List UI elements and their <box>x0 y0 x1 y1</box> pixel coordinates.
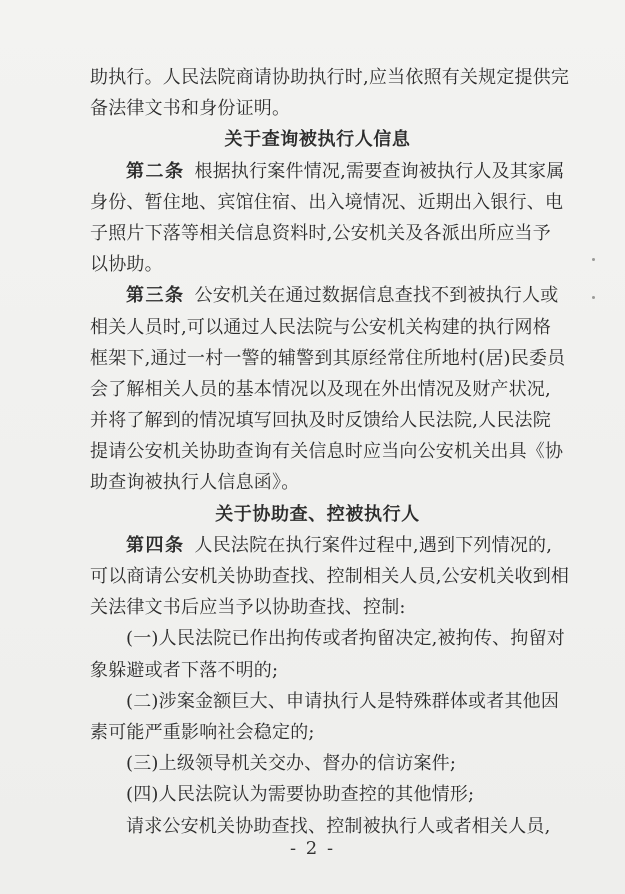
indented-paragraph-line: 请求公安机关协助查找、控制被执行人或者相关人员, <box>126 815 551 837</box>
body-text-line: 助查询被执行人信息函》。 <box>90 472 300 494</box>
article-paragraph-line <box>90 156 565 187</box>
body-text-line: 相关人员时,可以通过人民法院与公安机关构建的执行网格 <box>90 316 551 338</box>
article-text: 根据执行案件情况,需要查询被执行人及其家属 <box>194 160 565 182</box>
document-body <box>90 62 570 842</box>
article-text: 公安机关在通过数据信息查找不到被执行人或 <box>194 285 559 307</box>
body-text-line: 并将了解到的情况填写回执及时反馈给人民法院,人民法院 <box>90 410 551 432</box>
body-text-line: 会了解相关人员的基本情况以及现在外出情况及财产状况, <box>90 378 551 400</box>
indented-paragraph-line: (四)人民法院认为需要协助查控的其他情形; <box>126 784 475 806</box>
page-number: - 2 - <box>289 838 336 859</box>
body-text-line: 提请公安机关协助查询有关信息时应当向公安机关出具《协 <box>90 441 564 463</box>
indented-paragraph-line: (一)人民法院已作出拘传或者拘留决定,被拘传、拘留对 <box>126 628 565 650</box>
section-heading: 关于查询被执行人信息 <box>224 129 411 151</box>
body-text-line: 关法律文书后应当予以协助查找、控制: <box>90 597 406 619</box>
body-text-line: 以协助。 <box>90 254 163 276</box>
scan-speck <box>592 296 595 299</box>
section-heading: 关于协助查、控被执行人 <box>215 503 420 525</box>
article-paragraph-line <box>90 530 553 561</box>
indented-paragraph-line: (三)上级领导机关交办、督办的信访案件; <box>126 753 457 775</box>
article-paragraph-line <box>90 280 559 311</box>
body-text-line: 素可能严重影响社会稳定的; <box>90 721 315 743</box>
body-text-line: 框架下,通过一村一警的辅警到其原经常住所地村(居)民委员 <box>90 347 566 369</box>
body-text-line: 助执行。人民法院商请协助执行时,应当依照有关规定提供完 <box>90 67 570 88</box>
body-text-line: 备法律文书和身份证明。 <box>90 98 291 120</box>
article-label: 第二条 <box>126 160 185 182</box>
body-text-line: 象躲避或者下落不明的; <box>90 659 279 681</box>
indented-paragraph-line: (二)涉案金额巨大、申请执行人是特殊群体或者其他因 <box>126 690 560 712</box>
scan-speck <box>592 258 595 261</box>
article-label: 第三条 <box>126 285 185 307</box>
body-text-line: 子照片下落等相关信息资料时,公安机关及各派出所应当予 <box>90 222 551 244</box>
article-text: 人民法院在执行案件过程中,遇到下列情况的, <box>194 534 553 556</box>
body-text-line: 身份、暂住地、宾馆住宿、出入境情况、近期出入银行、电 <box>90 191 564 213</box>
article-label: 第四条 <box>126 534 185 556</box>
body-text-line: 可以商请公安机关协助查找、控制相关人员,公安机关收到相 <box>90 566 570 587</box>
